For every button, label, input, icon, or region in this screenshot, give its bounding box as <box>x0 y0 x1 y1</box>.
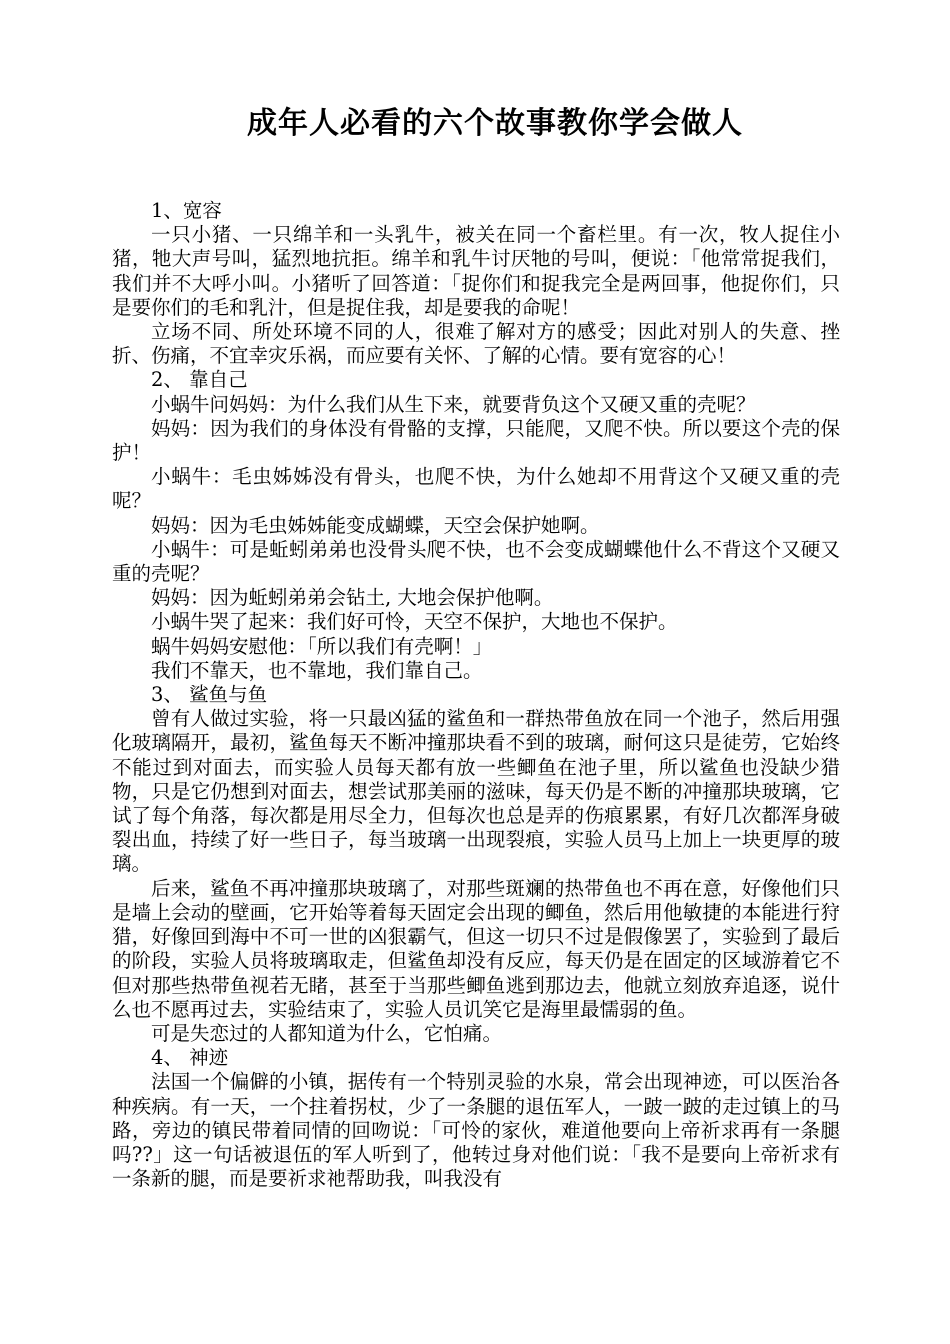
paragraph: 妈妈：因为蚯蚓弟弟会钻土, 大地会保护他啊。 <box>151 586 554 610</box>
paragraph: 立场不同、所处环境不同的人，很难了解对方的感受；因此对别人的失意、挫折、伤痛，不宜幸灾乐祸，而应要有关怀、了解的心情。要有宽容的心！ <box>112 320 840 368</box>
document-title: 成年人必看的六个故事教你学会做人 <box>247 106 743 141</box>
paragraph: 我们不靠天，也不靠地，我们靠自己。 <box>151 658 483 682</box>
paragraph: 小蜗牛：毛虫姊姊没有骨头，也爬不快，为什么她却不用背这个又硬又重的壳呢？ <box>112 465 840 513</box>
section-heading: 1、宽容 <box>151 199 222 222</box>
section-heading: 4、 神迹 <box>151 1046 229 1070</box>
document-body <box>112 199 840 1191</box>
paragraph: 法国一个偏僻的小镇，据传有一个特别灵验的水泉，常会出现神迹，可以医治各种疾病。有一天，一个拄着拐杖，少了一条腿的退伍军人，一跛一跛的走过镇上的马路，旁边的镇民带着同情的回吻说：「可怜的家伙，难道他要向上帝祈求再有一条腿吗??」这一句话被退伍的军人听到了，他转过身对他们说：「我不是要向上帝祈求有一条新的腿，而是要祈求祂帮助我，叫我没有 <box>112 1070 840 1191</box>
paragraph: 妈妈：因为我们的身体没有骨骼的支撑，只能爬，又爬不快。所以要这个壳的保护！ <box>112 416 840 465</box>
paragraph: 一只小猪、一只绵羊和一头乳牛，被关在同一个畜栏里。有一次，牧人捉住小猪，牠大声号叫，猛烈地抗拒。绵羊和乳牛讨厌牠的号叫，便说：「他常常捉我们，我们并不大呼小叫。小猪听了回答道：「捉你们和捉我完全是两回事，他捉你们，只是要你们的毛和乳汁，但是捉住我，却是要我的命呢！ <box>112 223 840 319</box>
paragraph: 小蜗牛：可是蚯蚓弟弟也没骨头爬不快，也不会变成蝴蝶他什么不背这个又硬又重的壳呢？ <box>112 537 840 586</box>
section-heading: 3、 鲨鱼与鱼 <box>151 683 268 707</box>
paragraph: 小蜗牛问妈妈：为什么我们从生下来，就要背负这个又硬又重的壳呢？ <box>151 392 756 416</box>
paragraph: 可是失恋过的人都知道为什么，它怕痛。 <box>151 1021 503 1045</box>
section-heading: 2、 靠自己 <box>151 368 248 392</box>
paragraph: 小蜗牛哭了起来：我们好可怜，天空不保护，大地也不保护。 <box>151 610 678 634</box>
paragraph: 妈妈：因为毛虫姊姊能变成蝴蝶，天空会保护她啊。 <box>151 513 600 537</box>
paragraph: 蜗牛妈妈安慰他：「所以我们有壳啊！」 <box>151 634 493 658</box>
paragraph: 曾有人做过实验，将一只最凶猛的鲨鱼和一群热带鱼放在同一个池子，然后用强化玻璃隔开，最初，鲨鱼每天不断冲撞那块看不到的玻璃，耐何这只是徒劳，它始终不能过到对面去，而实验人员每天都有放一些鲫鱼在池子里，所以鲨鱼也没缺少猎物，只是它仍想到对面去，想尝试那美丽的滋味，每天仍是不断的冲撞那块玻璃，它试了每个角落，每次都是用尽全力，但每次也总是弄的伤痕累累，有好几次都浑身破裂出血，持续了好一些日子，每当玻璃一出现裂痕，实验人员马上加上一块更厚的玻璃。 <box>112 707 840 876</box>
paragraph: 后来，鲨鱼不再冲撞那块玻璃了，对那些斑斓的热带鱼也不再在意，好像他们只是墙上会动的壁画，它开始等着每天固定会出现的鲫鱼，然后用他敏捷的本能进行狩猎，好像回到海中不可一世的凶狠霸气，但这一切只不过是假像罢了，实验到了最后的阶段，实验人员将玻璃取走，但鲨鱼却没有反应，每天仍是在固定的区域游着它不但对那些热带鱼视若无睹，甚至于当那些鲫鱼逃到那边去，他就立刻放弃追逐，说什么也不愿再过去，实验结束了，实验人员讥笑它是海里最懦弱的鱼。 <box>112 876 840 1021</box>
